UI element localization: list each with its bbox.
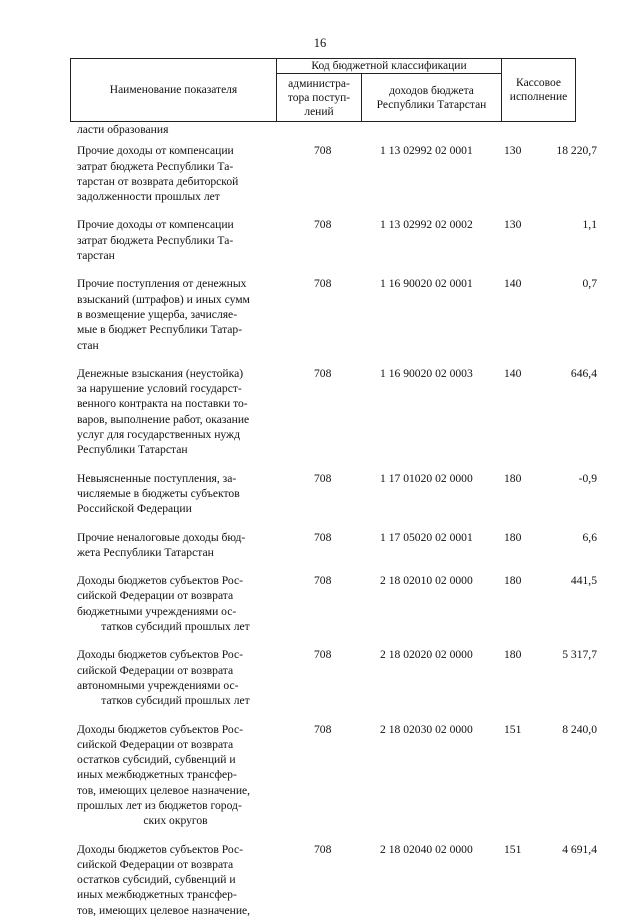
table-row — [77, 366, 597, 458]
table-row — [77, 722, 597, 829]
header-code-group: Код бюджетной классификации — [277, 59, 502, 74]
row-admin: 708 — [314, 144, 332, 158]
table-row — [77, 530, 597, 561]
row-amount: 18 220,7 — [556, 144, 597, 158]
row-admin: 708 — [314, 722, 332, 736]
row-dop: 151 — [504, 842, 522, 856]
row-admin: 708 — [314, 218, 332, 232]
header-admin-column: администра- тора поступ- лений — [277, 74, 362, 122]
row-amount: 1,1 — [582, 218, 597, 232]
continued-fragment: ласти образования — [77, 123, 169, 136]
table-row — [77, 647, 597, 708]
table-row — [77, 217, 597, 263]
table-row — [77, 573, 597, 634]
page-number: 16 — [313, 36, 327, 50]
row-dop: 180 — [504, 574, 522, 588]
row-name: Прочие доходы от компенсации затрат бюджета Республики Та- тарстан — [77, 218, 234, 263]
row-amount: 6,6 — [582, 530, 597, 544]
row-code: 2 18 02020 02 0000 — [380, 648, 473, 662]
row-name: Денежные взыскания (неустойка) за нарушение условий государст- венного контракта на поставки то- варов, выполнение работ, оказание услуг для государственных нужд Республики Татарстан — [77, 366, 250, 457]
header-cash-column: Кассовое исполнение — [502, 59, 576, 122]
row-name: Доходы бюджетов субъектов Рос- сийской Федерации от возврата бюджетными учреждениями ос- татков субсидий прошлых лет — [77, 574, 250, 634]
row-amount: -0,9 — [578, 471, 597, 485]
row-code: 1 13 02992 02 0002 — [380, 218, 473, 232]
row-admin: 708 — [314, 366, 332, 380]
table-row — [77, 276, 597, 352]
row-name: Прочие неналоговые доходы бюд- жета Республики Татарстан — [77, 530, 246, 559]
row-name: Прочие поступления от денежных взысканий (штрафов) и иных сумм в возмещение ущерба, зачисляе- мые в бюджет Республики Татар- стан — [77, 277, 250, 352]
row-amount: 646,4 — [570, 366, 597, 380]
row-dop: 130 — [504, 144, 522, 158]
row-amount: 441,5 — [570, 574, 597, 588]
row-code: 1 16 90020 02 0001 — [380, 277, 473, 291]
row-name: Прочие доходы от компенсации затрат бюджета Республики Та- тарстан от возврата дебиторской задолженности прошлых лет — [77, 144, 239, 204]
row-amount: 5 317,7 — [562, 648, 597, 662]
table-header — [70, 58, 576, 122]
row-code: 2 18 02040 02 0000 — [380, 842, 473, 856]
table-row — [77, 471, 597, 517]
table-body — [77, 122, 597, 918]
row-code: 1 17 05020 02 0001 — [380, 530, 473, 544]
row-code: 1 16 90020 02 0003 — [380, 366, 473, 380]
row-dop: 151 — [504, 722, 522, 736]
row-name: Доходы бюджетов субъектов Рос- сийской Федерации от возврата остатков субсидий, субвенций и иных межбюджетных трансфер- тов, имеющих целевое назначение, — [77, 842, 251, 917]
row-name: Доходы бюджетов субъектов Рос- сийской Федерации от возврата остатков субсидий, субвенций и иных межбюджетных трансфер- тов, имеющих целевое назначение, прошлых лет из бюджетов город- ских округов — [77, 722, 251, 828]
row-admin: 708 — [314, 842, 332, 856]
row-amount: 4 691,4 — [562, 842, 597, 856]
row-dop: 140 — [504, 277, 522, 291]
row-code: 1 17 01020 02 0000 — [380, 471, 473, 485]
row-dop: 180 — [504, 648, 522, 662]
row-dop: 180 — [504, 471, 522, 485]
row-dop: 180 — [504, 530, 522, 544]
row-admin: 708 — [314, 530, 332, 544]
row-name: Доходы бюджетов субъектов Рос- сийской Федерации от возврата автономными учреждениями ос- татков субсидий прошлых лет — [77, 648, 250, 708]
row-dop: 130 — [504, 218, 522, 232]
row-name: Невыясненные поступления, за- числяемые в бюджеты субъектов Российской Федерации — [77, 471, 240, 516]
header-income-column: доходов бюджета Республики Татарстан — [362, 74, 502, 122]
table-row — [77, 842, 597, 918]
row-admin: 708 — [314, 648, 332, 662]
row-code: 2 18 02030 02 0000 — [380, 722, 473, 736]
row-admin: 708 — [314, 471, 332, 485]
row-admin: 708 — [314, 277, 332, 291]
row-amount: 0,7 — [582, 277, 597, 291]
row-code: 1 13 02992 02 0001 — [380, 144, 473, 158]
table-row — [77, 143, 597, 204]
row-dop: 140 — [504, 366, 522, 380]
row-admin: 708 — [314, 574, 332, 588]
row-code: 2 18 02010 02 0000 — [380, 574, 473, 588]
header-name-column: Наименование показателя — [71, 59, 277, 122]
row-amount: 8 240,0 — [562, 722, 597, 736]
